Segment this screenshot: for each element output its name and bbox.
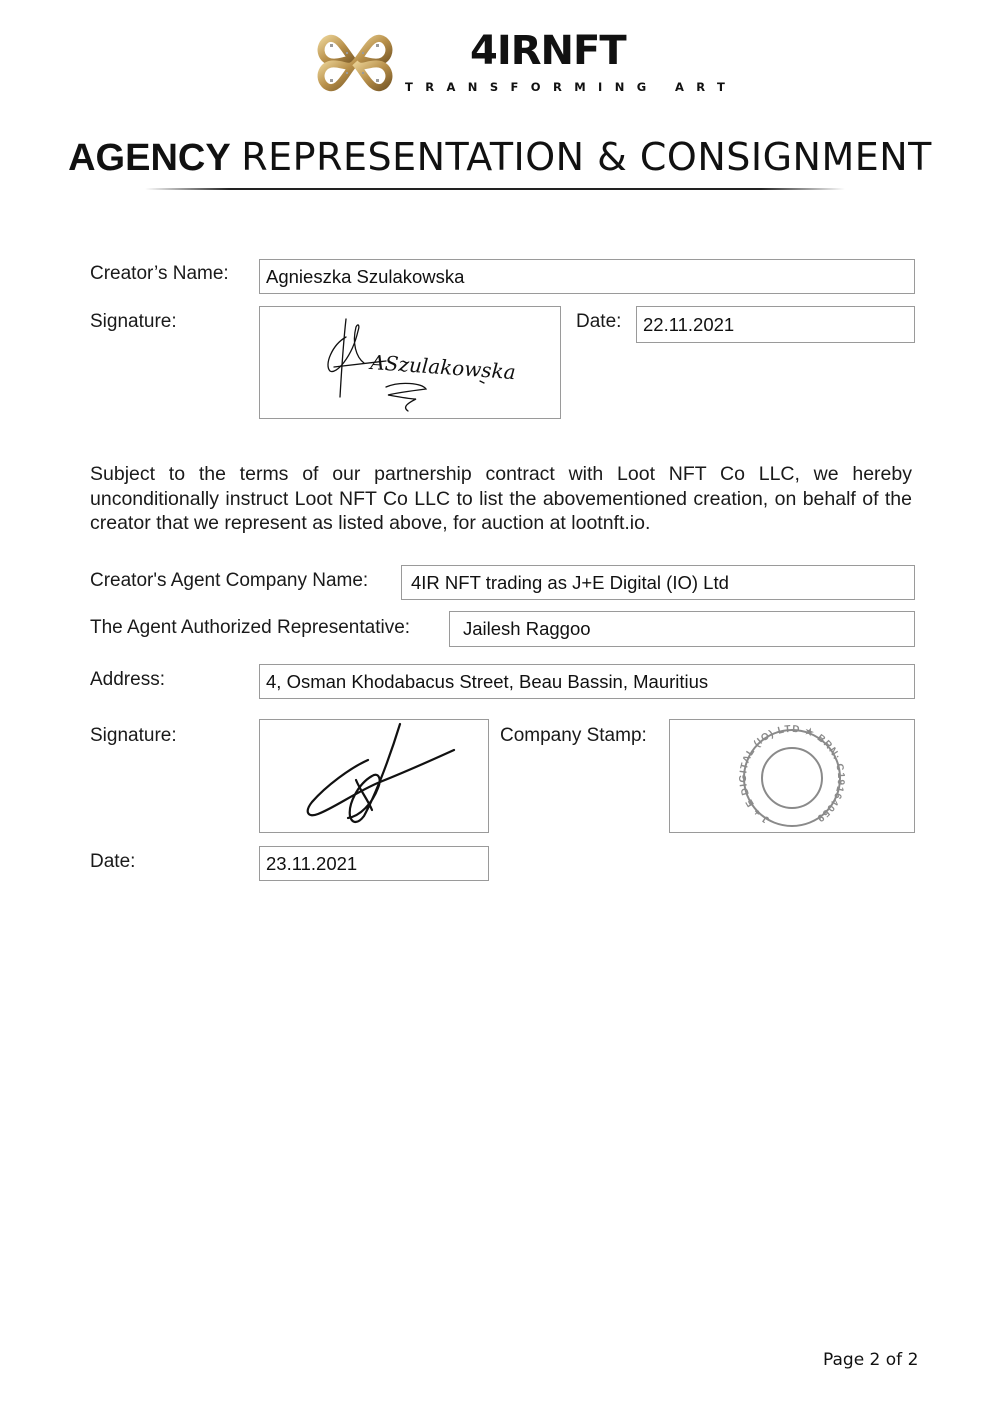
brand-tagline: TRANSFORMING ART (405, 80, 738, 94)
title-divider (145, 188, 845, 190)
agent-rep-label: The Agent Authorized Representative: (90, 617, 411, 638)
page-number: Page 2 of 2 (823, 1350, 919, 1370)
agent-address-field[interactable]: 4, Osman Khodabacus Street, Beau Bassin, Mauritius (259, 664, 915, 699)
document-title (0, 135, 1000, 180)
agent-address-label: Address: (90, 669, 165, 690)
stamp-text: J + E DIGITAL (IO) LTD ★ BRN: C19164059 (738, 723, 847, 826)
company-stamp-label: Company Stamp: (500, 725, 647, 746)
agent-date-label: Date: (90, 851, 136, 872)
creator-signature-label: Signature: (90, 311, 177, 332)
agent-signature-box[interactable] (259, 719, 489, 833)
company-stamp-icon (670, 720, 914, 832)
agreement-paragraph: Subject to the terms of our partnership contract with Loot NFT Co LLC, we hereby unconditionally instruct Loot NFT Co LLC to list the abovementioned creation, on behalf of the creator that we represent as listed above, for auction at lootnft.io. (90, 463, 912, 534)
creator-date-field[interactable]: 22.11.2021 (636, 306, 915, 343)
brand-name: 4IRNFT (470, 28, 626, 74)
svg-text:J + E DIGITAL (IO) LTD ★ BRN: (738, 724, 846, 825)
company-stamp-box[interactable] (669, 719, 915, 833)
creator-name-field[interactable]: Agnieszka Szulakowska (259, 259, 915, 294)
document-title-rest: REPRESENTATION & CONSIGNMENT (241, 135, 932, 179)
creator-date-label: Date: (576, 311, 622, 332)
creator-name-label: Creator’s Name: (90, 263, 229, 284)
agent-rep-field[interactable]: Jailesh Raggoo (449, 611, 915, 647)
creator-signature-image (260, 307, 560, 418)
creator-signature-box[interactable] (259, 306, 561, 419)
agent-company-label: Creator's Agent Company Name: (90, 570, 369, 591)
document-title-bold: AGENCY (68, 137, 231, 179)
agent-signature-label: Signature: (90, 725, 177, 746)
agent-company-field[interactable]: 4IR NFT trading as J+E Digital (IO) Ltd (401, 565, 915, 600)
agent-date-field[interactable]: 23.11.2021 (259, 846, 489, 881)
brand-logo-icon (316, 24, 394, 102)
agent-signature-image (260, 720, 488, 832)
creator-signature-text: ASzulakowska (369, 350, 517, 385)
